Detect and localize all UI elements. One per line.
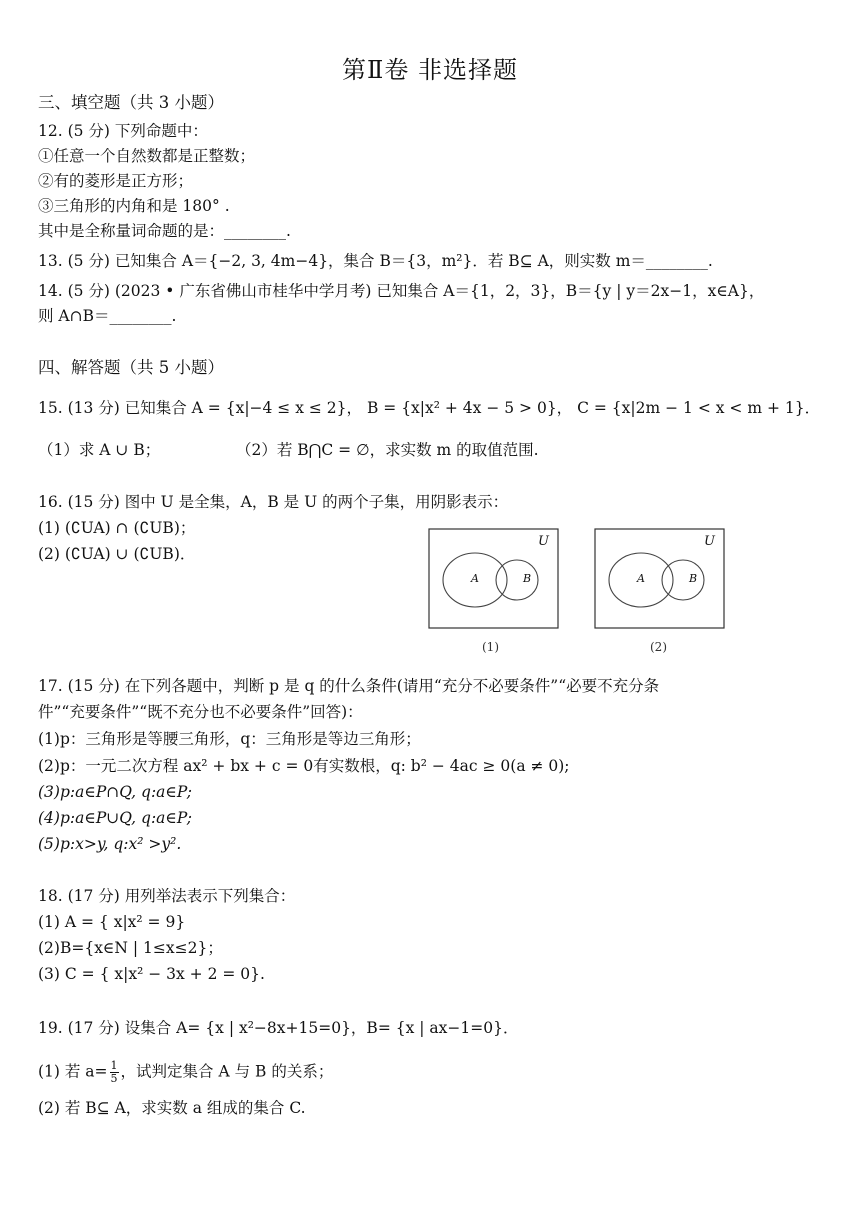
venn-2-b-label: B <box>689 572 698 585</box>
q19-part-2: (2) 若 B⊆ A，求实数 a 组成的集合 C. <box>38 1099 306 1117</box>
q17-item-1: (1)p：三角形是等腰三角形，q：三角形是等边三角形； <box>38 730 421 748</box>
venn-2-caption: (2) <box>650 640 667 654</box>
q15-line-1: 15. (13 分) 已知集合 A = {x|−4 ≤ x ≤ 2}， B = {x|x² + 4x − 5 > 0}， C = {x|2m − 1 < x < m + 1}． <box>38 399 821 417</box>
q14-line-2: 则 A∩B＝________. <box>38 307 177 325</box>
q18-stem: 18. (17 分) 用列举法表示下列集合： <box>38 887 296 905</box>
q19-stem: 19. (17 分) 设集合 A= {x | x²−8x+15=0}，B= {x | ax−1=0}． <box>38 1019 519 1037</box>
q16-item-2: (2) (∁UA) ∪ (∁UB)． <box>38 545 196 563</box>
venn-1-a-label: A <box>471 572 479 585</box>
q15-part-1: （1）求 A ∪ B； <box>38 441 161 459</box>
q18-item-1: (1) A = { x|x² = 9} <box>38 913 186 931</box>
q17-line-2: 件”“充要条件”“既不充分也不必要条件”回答)： <box>38 703 363 721</box>
q16-item-1: (1) (∁UA) ∩ (∁UB)； <box>38 519 196 537</box>
q17-line-1: 17. (15 分) 在下列各题中，判断 p 是 q 的什么条件(请用“充分不必要条件”“必要不充分条 <box>38 677 660 695</box>
q19-fraction <box>110 1060 119 1085</box>
q17-item-4: (4)p:a∈P∪Q, q:a∈P; <box>38 809 192 827</box>
q12-stem: 12. (5 分) 下列命题中： <box>38 122 208 140</box>
q19-part-1 <box>38 1060 333 1085</box>
q15-part-2: （2）若 B⋂C = ∅，求实数 m 的取值范围. <box>236 441 539 459</box>
venn-diagram-1 <box>428 528 560 630</box>
q17-item-3: (3)p:a∈P∩Q, q:a∈P; <box>38 783 192 801</box>
q18-item-3: (3) C = { x|x² − 3x + 2 = 0}. <box>38 965 265 983</box>
q13: 13. (5 分) 已知集合 A＝{−2, 3, 4m−4}，集合 B＝{3，m²}．若 B⊆ A，则实数 m＝________. <box>38 252 713 270</box>
q12-ask: 其中是全称量词命题的是：________. <box>38 222 291 240</box>
q12-item-3: ③三角形的内角和是 180° . <box>38 197 230 215</box>
section-fill-blank-heading: 三、填空题（共 3 小题） <box>38 93 224 112</box>
venn-1-caption: (1) <box>482 640 499 654</box>
venn-2-u-label: U <box>704 534 715 549</box>
venn-1-b-label: B <box>523 572 532 585</box>
q17-item-2: (2)p：一元二次方程 ax² + bx + c = 0有实数根，q: b² − 4ac ≥ 0(a ≠ 0); <box>38 757 570 775</box>
q18-item-2: (2)B={x∈N | 1≤x≤2}； <box>38 939 223 957</box>
q12-item-2: ②有的菱形是正方形； <box>38 172 194 190</box>
page-title: 第Ⅱ卷 非选择题 <box>342 56 518 84</box>
q12-item-1: ①任意一个自然数都是正整数； <box>38 147 256 165</box>
venn-1-u-label: U <box>538 534 549 549</box>
venn-diagram-2 <box>594 528 726 630</box>
q16-stem: 16. (15 分) 图中 U 是全集，A，B 是 U 的两个子集，用阴影表示： <box>38 493 509 511</box>
venn-2-a-label: A <box>637 572 645 585</box>
q19-part-1-prefix: (1) 若 a= <box>38 1062 108 1081</box>
q19-fraction-denominator: 5 <box>110 1072 118 1085</box>
q14-line-1: 14. (5 分) (2023 • 广东省佛山市桂华中学月考) 已知集合 A＝{1，2，3}，B＝{y | y＝2x−1，x∈A}， <box>38 282 765 300</box>
q17-item-5: (5)p:x>y, q:x² >y². <box>38 835 182 853</box>
q19-fraction-numerator: 1 <box>110 1059 118 1072</box>
section-answer-heading: 四、解答题（共 5 小题） <box>38 358 224 377</box>
q19-part-1-suffix: ，试判定集合 A 与 B 的关系； <box>120 1062 334 1081</box>
